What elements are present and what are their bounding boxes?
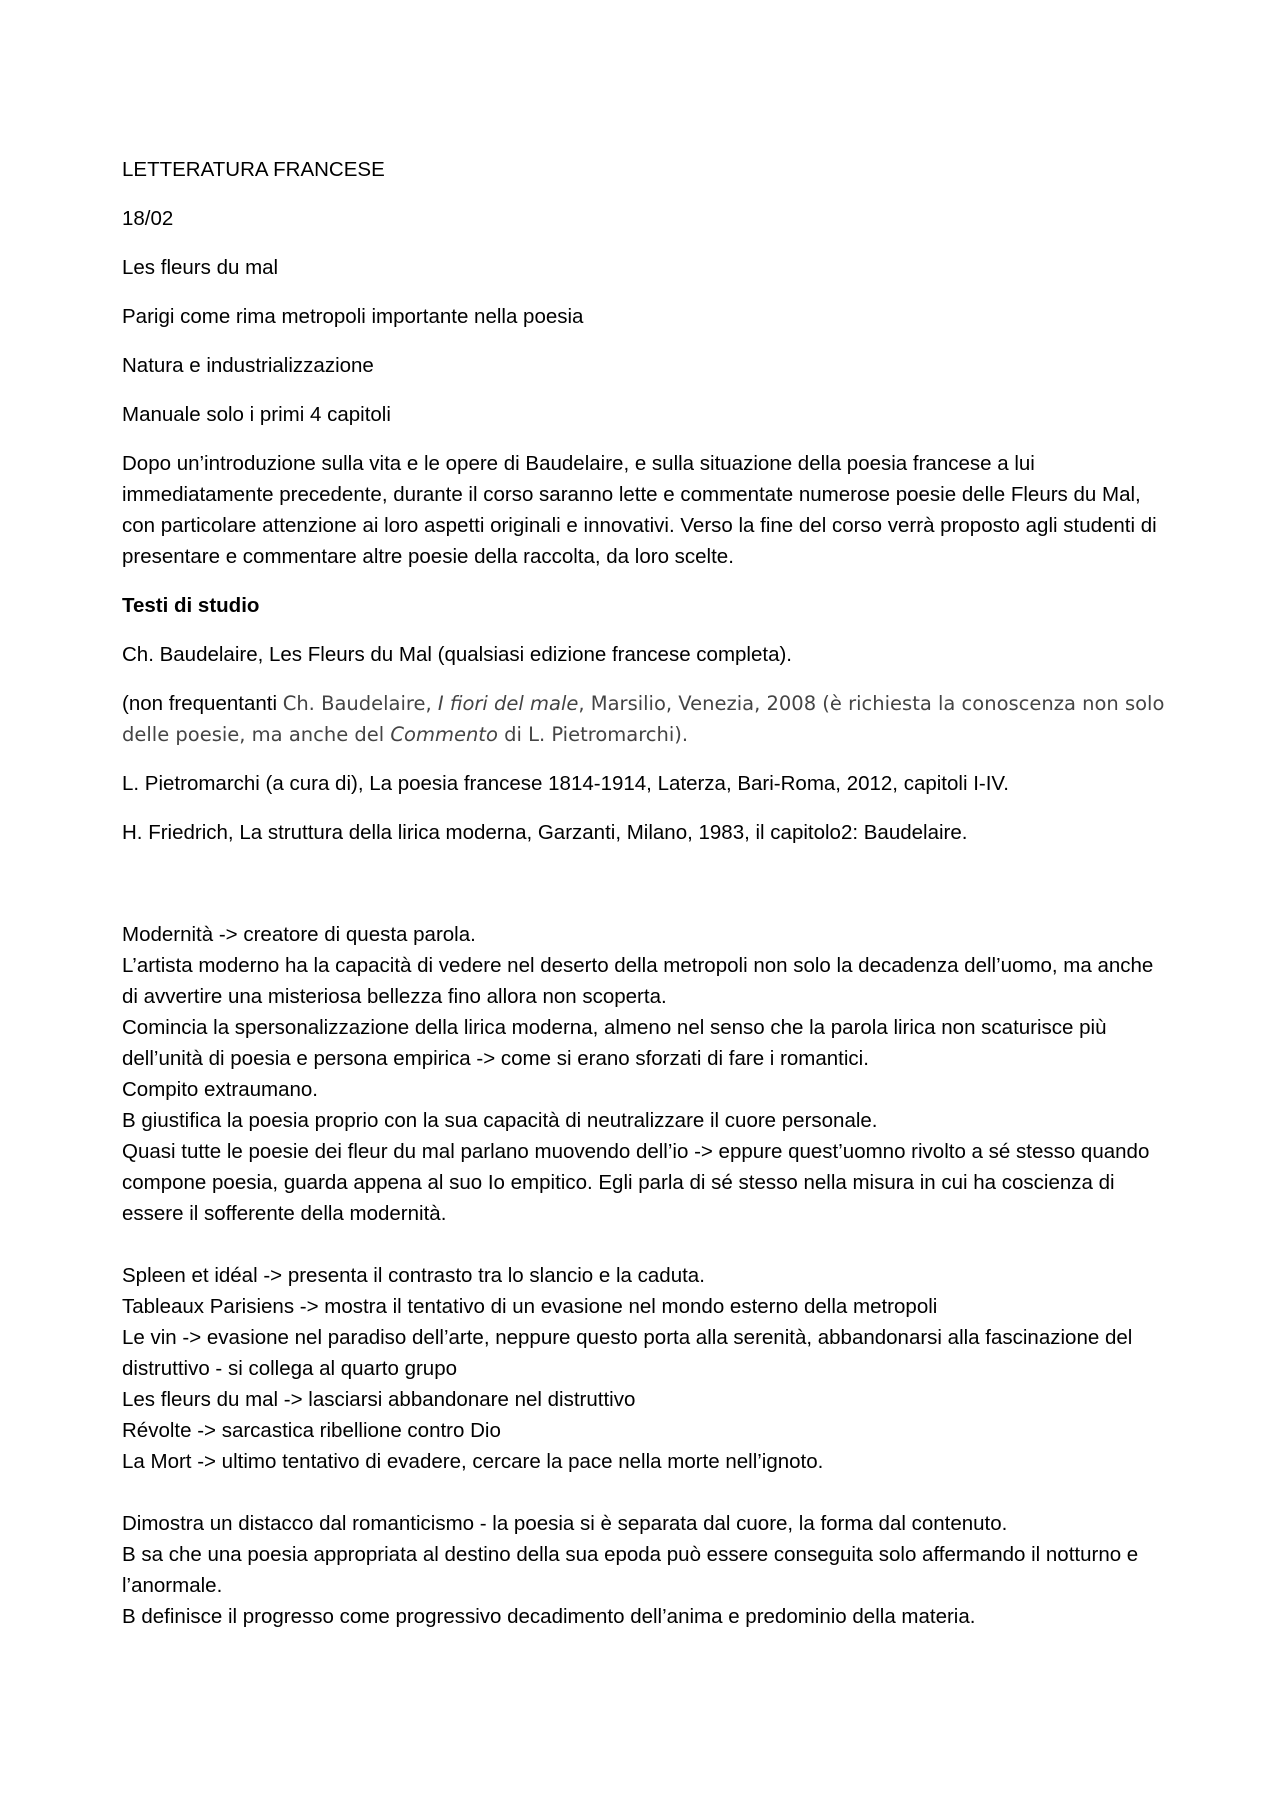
modernity-line: L’artista moderno ha la capacità di vedere nel deserto della metropoli non solo la decadenza dell’uomo, ma anche di avvertire una misteriosa bellezza fino allora non scoperta. [122,954,1154,1008]
note-line: Natura e industrializzazione [122,354,374,377]
note-line: Manuale solo i primi 4 capitoli [122,403,391,426]
sections-notes [122,1260,1167,1477]
study-text-item: Ch. Baudelaire, Les Fleurs du Mal (qualsiasi edizione francese completa). [122,643,793,666]
document-title: LETTERATURA FRANCESE [122,158,385,181]
note-line: Parigi come rima metropoli importante nella poesia [122,305,584,328]
spacer [122,1477,1167,1508]
study-text-item-non-attending [122,688,1167,750]
section-line: Le vin -> evasione nel paradiso dell’arte, neppure questo porta alla serenità, abbandonarsi alla fascinazione del distruttivo - si collega al quarto grupo [122,1326,1133,1380]
book-suffix: di L. Pietromarchi). [497,723,689,746]
modernity-notes [122,919,1167,1229]
modernity-line: Compito extraumano. [122,1078,318,1101]
section-line: Révolte -> sarcastica ribellione contro Dio [122,1419,501,1442]
section-line: Tableaux Parisiens -> mostra il tentativo di un evasione nel mondo esterno della metropoli [122,1295,938,1318]
romanticism-notes [122,1508,1167,1632]
modernity-line: Quasi tutte le poesie dei fleur du mal parlano muovendo dell’io -> eppure quest’uomno rivolto a sé stesso quando compone poesia, guarda appena al suo Io empitico. Egli parla di sé stesso nella misura in cui ha coscienza di essere il sofferente della modernità. [122,1140,1150,1225]
study-text-item: H. Friedrich, La struttura della lirica moderna, Garzanti, Milano, 1983, il capitolo2: Baudelaire. [122,821,968,844]
modernity-line: Modernità -> creatore di questa parola. [122,923,476,946]
modernity-line: B giustifica la poesia proprio con la sua capacità di neutralizzare il cuore personale. [122,1109,878,1132]
document-page [122,154,1167,1632]
study-texts-heading: Testi di studio [122,594,260,617]
book-author: Ch. Baudelaire, [282,692,438,715]
romanticism-line: B definisce il progresso come progressivo decadimento dell’anima e predominio della materia. [122,1605,976,1628]
course-description: Dopo un’introduzione sulla vita e le opere di Baudelaire, e sulla situazione della poesia francese a lui immediatamente precedente, durante il corso saranno lette e commentate numerose poesie delle Fleurs du Mal, con particolare attenzione ai loro aspetti originali e innovativi. Verso la fine del corso verrà proposto agli studenti di presentare e commentare altre poesie della raccolta, da loro scelte. [122,452,1157,568]
commento-title: Commento [390,723,498,746]
non-attending-prefix: (non frequentanti [122,692,283,715]
section-line: Les fleurs du mal -> lasciarsi abbandonare nel distruttivo [122,1388,636,1411]
book-details: , Marsilio, Venezia, 2008 (è richiesta la conoscenza non solo delle poesie, ma anche del [122,692,1165,746]
study-text-item: L. Pietromarchi (a cura di), La poesia francese 1814-1914, Laterza, Bari-Roma, 2012, capitoli I-IV. [122,772,1009,795]
romanticism-line: Dimostra un distacco dal romanticismo - la poesia si è separata dal cuore, la forma dal contenuto. [122,1512,1008,1535]
section-line: Spleen et idéal -> presenta il contrasto tra lo slancio e la caduta. [122,1264,705,1287]
note-line: Les fleurs du mal [122,256,279,279]
section-line: La Mort -> ultimo tentativo di evadere, cercare la pace nella morte nell’ignoto. [122,1450,824,1473]
spacer [122,1229,1167,1260]
modernity-line: Comincia la spersonalizzazione della lirica moderna, almeno nel senso che la parola lirica non scaturisce più dell’unità di poesia e persona empirica -> come si erano sforzati di fare i romantici. [122,1016,1107,1070]
spacer [122,866,1167,919]
lecture-date: 18/02 [122,207,174,230]
book-title: I fiori del male [437,692,579,715]
romanticism-line: B sa che una poesia appropriata al destino della sua epoda può essere conseguita solo affermando il notturno e l’anormale. [122,1543,1139,1597]
